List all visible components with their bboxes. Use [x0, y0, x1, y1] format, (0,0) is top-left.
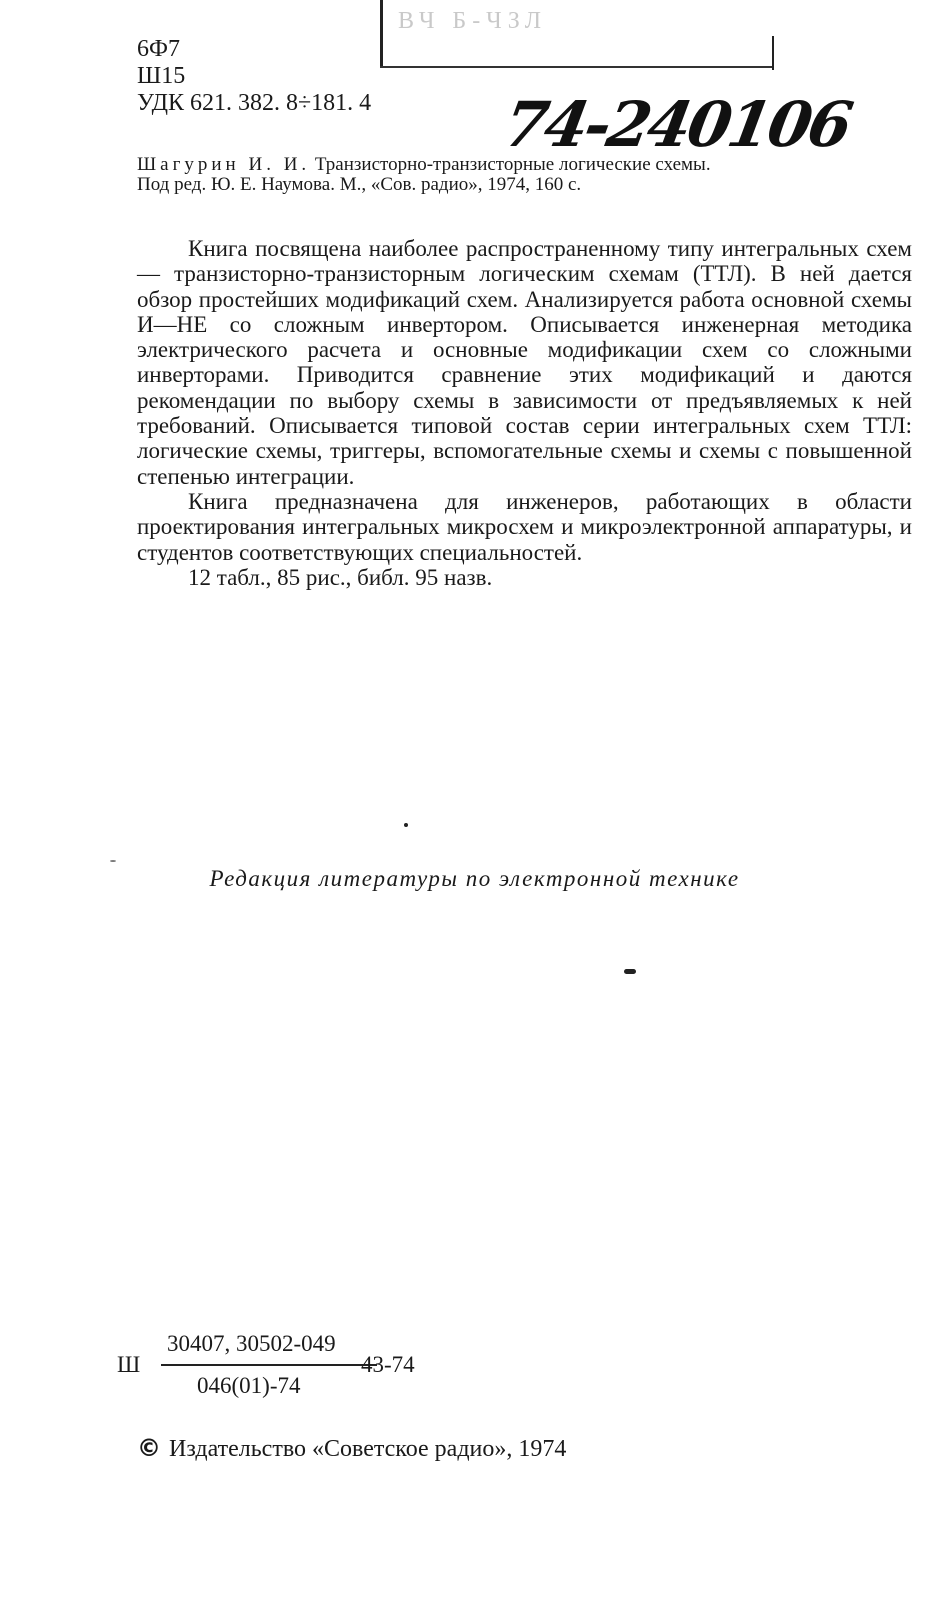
publication-code-denominator: 046(01)-74 [197, 1373, 301, 1398]
ink-speck [110, 860, 116, 862]
udc-code: УДК 621. 382. 8÷181. 4 [137, 90, 372, 116]
copyright-line [137, 1434, 566, 1463]
author-mark: Ш15 [137, 63, 186, 89]
publication-code-prefix: Ш [117, 1352, 141, 1377]
ink-speck [624, 969, 636, 974]
publication-code-suffix: 43-74 [361, 1352, 415, 1377]
stamp-text: ВЧ Б-ЧЗЛ [398, 8, 548, 34]
stamp-border-left [380, 0, 383, 66]
handwritten-inventory-number: 74-240106 [498, 88, 856, 161]
biblio-line-2: Под ред. Ю. Е. Наумова. М., «Сов. радио», 1974, 160 с. [137, 174, 582, 195]
bbk-code: 6Ф7 [137, 36, 180, 62]
stamp-border-bottom [380, 66, 772, 68]
bibliographic-description [137, 155, 911, 195]
biblio-line-1 [137, 155, 911, 175]
abstract-stats: 12 табл., 85 рис., библ. 95 назв. [188, 564, 493, 590]
ink-speck [404, 823, 408, 827]
book-title: Транзисторно-транзисторные логические схемы. [310, 154, 711, 175]
publication-code-numerator: 30407, 30502-049 [167, 1331, 336, 1356]
classification-codes [137, 36, 371, 117]
copyright-icon: © [137, 1434, 161, 1462]
editorial-office: Редакция литературы по электронной технике [209, 866, 740, 891]
stamp-border-right [772, 36, 774, 70]
copyright-text: Издательство «Советское радио», 1974 [169, 1436, 567, 1462]
library-stamp [380, 0, 778, 72]
abstract-paragraph-1: Книга посвящена наиболее распространенному типу интегральных схем — транзисторно-транзисторным логическим схемам (ТТЛ). В ней дается обзор простейших модификаций схем. Анализируется работа основной схемы И—НЕ со сложным инвертором. Описывается инженерная методика электрического расчета и основные модификации схем со сложными инверторами. Приводится сравнение этих модификаций и даются рекомендации по выбору схемы в зависимости от предъявляемых к ней требований. Описывается типовой состав серии интегральных схем ТТЛ: логические схемы, триггеры, вспомогательные схемы и схемы с повышенной степенью интеграции. [137, 236, 912, 489]
abstract-paragraph-2: Книга предназначена для инженеров, работающих в области проектирования интегральных микросхем и микроэлектронной аппаратуры, и студентов соответствующих специальностей. [137, 488, 912, 565]
abstract [137, 236, 912, 590]
author-name: Шагурин И. И. [137, 154, 311, 175]
fraction-line [161, 1364, 377, 1366]
